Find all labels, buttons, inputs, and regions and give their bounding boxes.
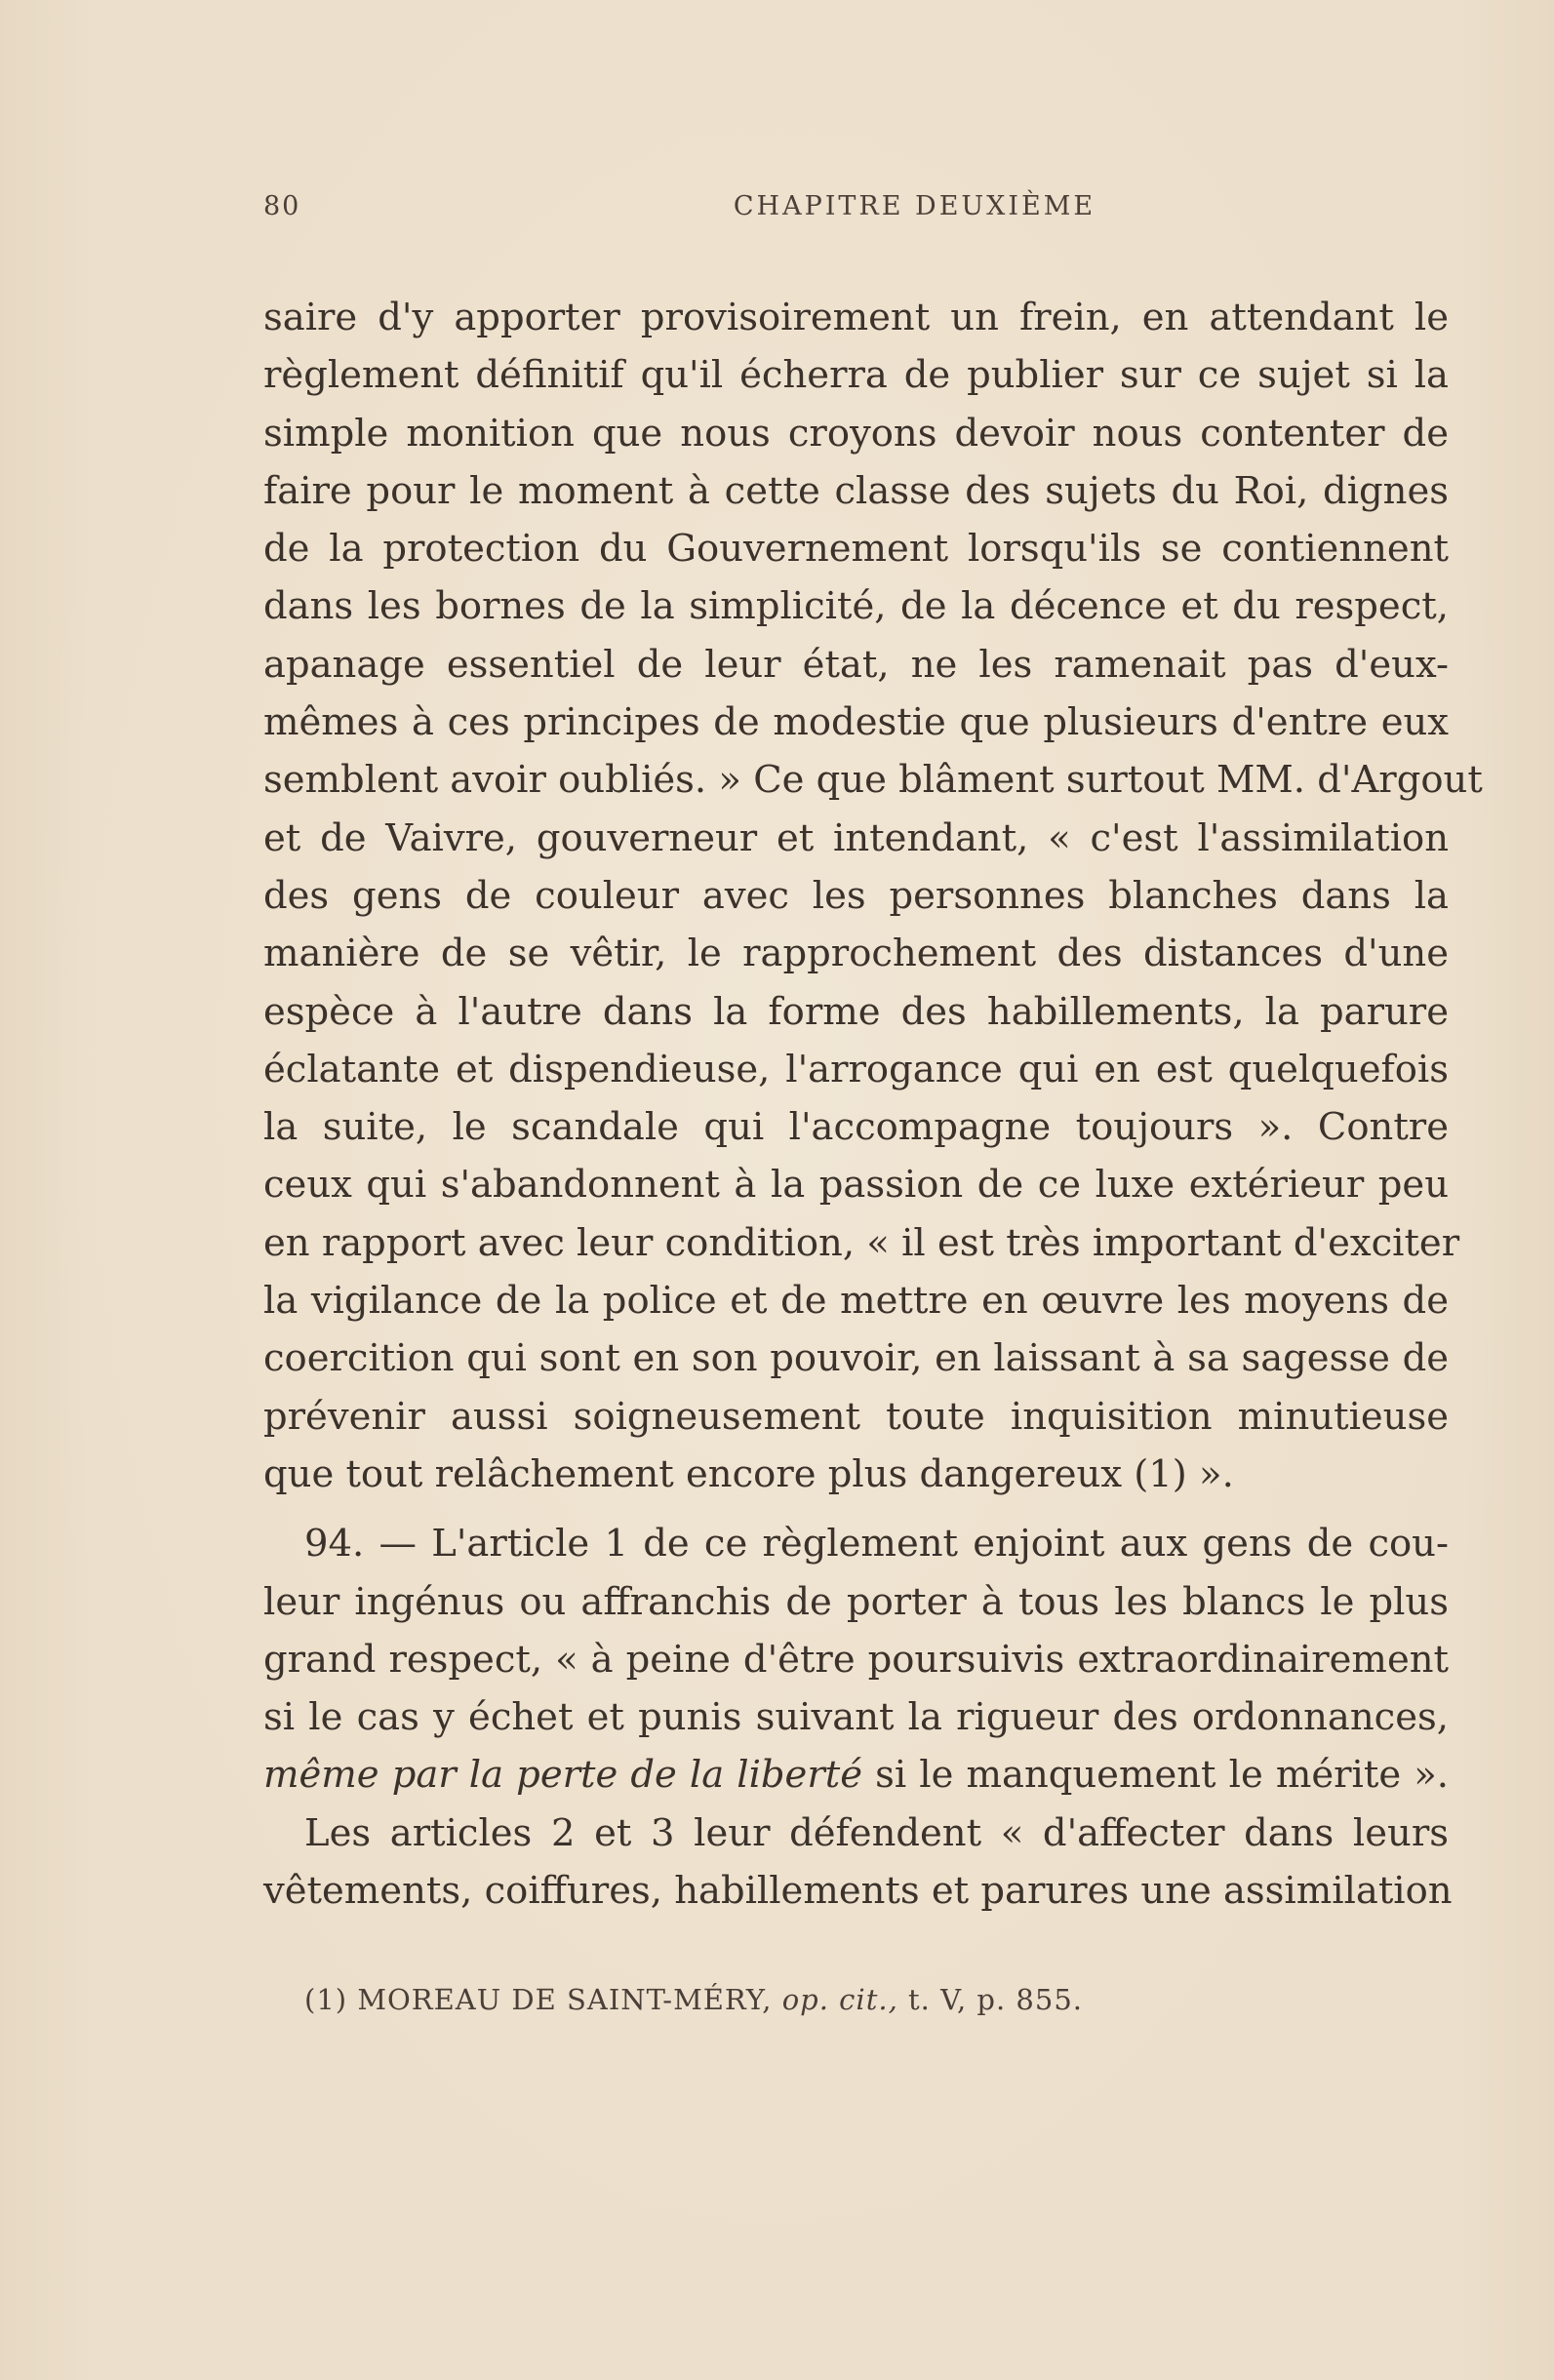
footnote (304, 1983, 1446, 2016)
paragraph-gap (263, 1503, 1449, 1515)
footnote-marker: (1) (304, 1983, 348, 2016)
text-line: des gens de couleur avec les personnes blanches dans la (263, 873, 1449, 918)
text-line: en rapport avec leur condition, « il est très important d'exciter (263, 1220, 1460, 1265)
text-line: simple monition que nous croyons devoir nous contenter de (263, 411, 1449, 456)
text-line: leur ingénus ou affranchis de porter à tous les blancs le plus (263, 1579, 1449, 1624)
paragraph-94 (263, 1515, 1449, 1804)
text-line: éclatante et dispendieuse, l'arrogance qui en est quelquefois (263, 1047, 1449, 1091)
page-number: 80 (263, 191, 301, 221)
text-line: 94. — L'article 1 de ce règlement enjoint aux gens de cou- (304, 1522, 1449, 1567)
text-line: mêmes à ces principes de modestie que plusieurs d'entre eux (263, 700, 1449, 745)
text-line: si le cas y échet et punis suivant la rigueur des ordonnances, (263, 1695, 1449, 1740)
text-line: manière de se vêtir, le rapprochement des distances d'une (263, 932, 1449, 976)
text-line: règlement définitif qu'il écherra de publier sur ce sujet si la (263, 353, 1449, 398)
text-line: apanage essentiel de leur état, ne les ramenait pas d'eux- (263, 642, 1449, 687)
footnote-author: MOREAU DE SAINT-MÉRY, (357, 1983, 773, 2016)
footnote-work: op. cit., (781, 1983, 898, 2016)
text-line: ceux qui s'abandonnent à la passion de ce luxe extérieur peu (263, 1163, 1449, 1208)
text-line: que tout relâchement encore plus dangereux (1) ». (263, 1451, 1234, 1496)
body-text (263, 289, 1483, 1920)
text-line: saire d'y apporter provisoirement un frein, en attendant le (263, 296, 1449, 339)
text-line: de la protection du Gouvernement lorsqu'ils se contiennent (263, 527, 1449, 572)
text-line: coercition qui sont en son pouvoir, en laissant à sa sagesse de (263, 1336, 1449, 1381)
text-line: vêtements, coiffures, habillements et parures une assimilation (263, 1869, 1453, 1914)
text-line: prévenir aussi soigneusement toute inquisition minutieuse (263, 1394, 1449, 1439)
text-line: semblent avoir oubliés. » Ce que blâment surtout MM. d'Argout (263, 758, 1483, 803)
text-line: Les articles 2 et 3 leur défendent « d'affecter dans leurs (304, 1810, 1449, 1855)
text-line: grand respect, « à peine d'être poursuivis extraordinairement (263, 1637, 1449, 1682)
italic-phrase: même par la perte de la liberté (263, 1753, 862, 1798)
paragraph-articles (263, 1805, 1453, 1921)
text-segment: si le manquement le mérite ». (862, 1753, 1450, 1798)
text-line-italic-mixed (263, 1746, 1449, 1804)
paragraph-1 (263, 289, 1483, 1503)
text-line: et de Vaivre, gouverneur et intendant, « c'est l'assimilation (263, 815, 1449, 860)
running-head: CHAPITRE DEUXIÈME (733, 191, 1096, 221)
text-line: la suite, le scandale qui l'accompagne toujours ». Contre (263, 1105, 1449, 1150)
page-header (263, 191, 1449, 230)
text-line: espèce à l'autre dans la forme des habillements, la parure (263, 989, 1449, 1034)
text-line: dans les bornes de la simplicité, de la décence et du respect, (263, 584, 1449, 629)
text-line: la vigilance de la police et de mettre en œuvre les moyens de (263, 1279, 1449, 1324)
text-line: faire pour le moment à cette classe des sujets du Roi, dignes (263, 468, 1449, 513)
footnote-reference: t. V, p. 855. (908, 1983, 1083, 2016)
